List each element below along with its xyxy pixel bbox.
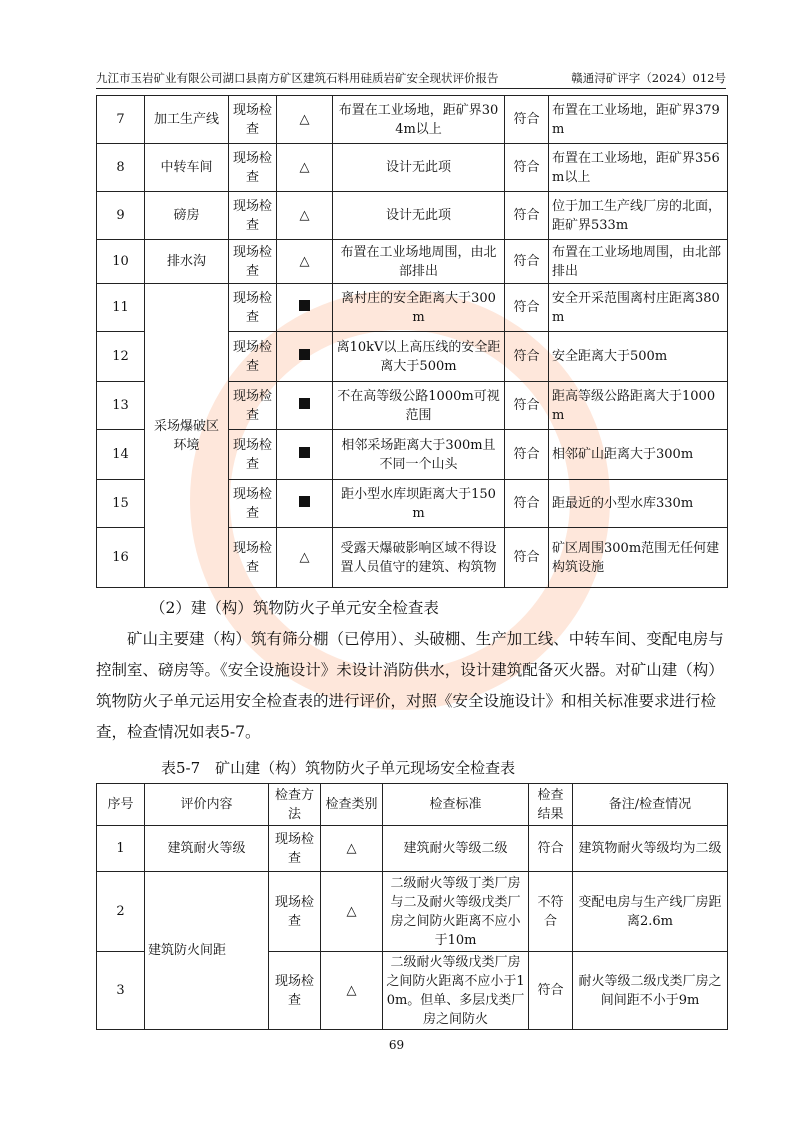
check-method: 现场检查 bbox=[229, 240, 277, 284]
row-number: 14 bbox=[97, 430, 145, 480]
check-result: 符合 bbox=[505, 284, 549, 332]
check-category bbox=[277, 382, 333, 430]
check-result: 符合 bbox=[505, 528, 549, 588]
check-category bbox=[277, 284, 333, 332]
check-standard: 离村庄的安全距离大于300m bbox=[333, 284, 505, 332]
column-header: 序号 bbox=[97, 784, 145, 826]
column-header: 检查方法 bbox=[269, 784, 321, 826]
check-result: 不符合 bbox=[529, 872, 573, 952]
filled-square-icon bbox=[299, 300, 310, 311]
check-result: 符合 bbox=[505, 332, 549, 382]
row-number: 7 bbox=[97, 96, 145, 144]
check-note: 建筑物耐火等级均为二级 bbox=[573, 826, 728, 872]
check-result: 符合 bbox=[505, 192, 549, 240]
filled-square-icon bbox=[299, 496, 310, 507]
check-result: 符合 bbox=[505, 96, 549, 144]
check-method: 现场检查 bbox=[229, 430, 277, 480]
check-category: △ bbox=[321, 952, 383, 1030]
row-number: 13 bbox=[97, 382, 145, 430]
check-note: 耐火等级二级戊类厂房之间间距不小于9m bbox=[573, 952, 728, 1030]
evaluation-item: 磅房 bbox=[145, 192, 229, 240]
check-category: △ bbox=[277, 528, 333, 588]
row-number: 3 bbox=[97, 952, 145, 1030]
check-note: 安全开采范围离村庄距离380m bbox=[549, 284, 728, 332]
evaluation-item-merged: 采场爆破区环境 bbox=[145, 284, 229, 588]
check-method: 现场检查 bbox=[269, 826, 321, 872]
check-note: 布置在工业场地，距矿界379m bbox=[549, 96, 728, 144]
row-number: 16 bbox=[97, 528, 145, 588]
page-header bbox=[96, 66, 726, 89]
column-header: 检查结果 bbox=[529, 784, 573, 826]
check-category: △ bbox=[277, 96, 333, 144]
row-number: 1 bbox=[97, 826, 145, 872]
column-header: 检查类别 bbox=[321, 784, 383, 826]
table-row bbox=[97, 240, 728, 284]
check-category bbox=[277, 480, 333, 528]
table-row bbox=[97, 144, 728, 192]
check-category: △ bbox=[277, 240, 333, 284]
check-standard: 布置在工业场地周围，由北部排出 bbox=[333, 240, 505, 284]
check-standard: 不在高等级公路1000m可视范围 bbox=[333, 382, 505, 430]
row-number: 10 bbox=[97, 240, 145, 284]
check-category: △ bbox=[277, 192, 333, 240]
check-method: 现场检查 bbox=[229, 284, 277, 332]
check-method: 现场检查 bbox=[269, 952, 321, 1030]
column-header: 检查标准 bbox=[383, 784, 529, 826]
evaluation-item-merged: 建筑防火间距 bbox=[145, 872, 269, 1030]
evaluation-item: 建筑耐火等级 bbox=[145, 826, 269, 872]
check-method: 现场检查 bbox=[229, 480, 277, 528]
check-note: 安全距离大于500m bbox=[549, 332, 728, 382]
table-row bbox=[97, 284, 728, 332]
check-note: 距高等级公路距离大于1000m bbox=[549, 382, 728, 430]
column-header: 评价内容 bbox=[145, 784, 269, 826]
filled-square-icon bbox=[299, 349, 310, 360]
check-method: 现场检查 bbox=[229, 144, 277, 192]
check-result: 符合 bbox=[505, 480, 549, 528]
check-result: 符合 bbox=[505, 382, 549, 430]
check-note: 布置在工业场地，距矿界356m以上 bbox=[549, 144, 728, 192]
row-number: 12 bbox=[97, 332, 145, 382]
column-header: 备注/检查情况 bbox=[573, 784, 728, 826]
check-note: 布置在工业场地周围，由北部排出 bbox=[549, 240, 728, 284]
check-result: 符合 bbox=[505, 430, 549, 480]
check-standard: 相邻采场距离大于300m且不同一个山头 bbox=[333, 430, 505, 480]
table-row bbox=[97, 826, 728, 872]
check-note: 相邻矿山距离大于300m bbox=[549, 430, 728, 480]
check-category: △ bbox=[321, 872, 383, 952]
page-number: 69 bbox=[388, 1038, 405, 1052]
table-header-row bbox=[97, 784, 728, 826]
row-number: 11 bbox=[97, 284, 145, 332]
filled-square-icon bbox=[299, 447, 310, 458]
section-subtitle: （2）建（构）筑物防火子单元安全检查表 bbox=[150, 599, 439, 617]
check-standard: 距小型水库坝距离大于150m bbox=[333, 480, 505, 528]
check-result: 符合 bbox=[529, 826, 573, 872]
fire-prevention-check-table bbox=[96, 783, 728, 1030]
check-standard: 建筑耐火等级二级 bbox=[383, 826, 529, 872]
evaluation-item: 排水沟 bbox=[145, 240, 229, 284]
check-result: 符合 bbox=[505, 240, 549, 284]
check-category: △ bbox=[277, 144, 333, 192]
check-method: 现场检查 bbox=[229, 382, 277, 430]
table-caption: 表5-7 矿山建（构）筑物防火子单元现场安全检查表 bbox=[161, 759, 516, 777]
check-note: 距最近的小型水库330m bbox=[549, 480, 728, 528]
body-paragraph: 矿山主要建（构）筑有筛分棚（已停用）、头破棚、生产加工线、中转车间、变配电房与控制室、磅房等。《安全设施设计》未设计消防供水，设计建筑配备灭火器。对矿山建（构）筑物防火子单元运用安全检查表的进行评价，对照《安全设施设计》和相关标准要求进行检查，检查情况如表5-7。 bbox=[96, 630, 724, 741]
check-method: 现场检查 bbox=[229, 192, 277, 240]
table-row bbox=[97, 872, 728, 952]
header-report-code: 赣通浔矿评字（2024）012号 bbox=[571, 71, 726, 85]
table-row bbox=[97, 192, 728, 240]
check-standard: 离10kV以上高压线的安全距离大于500m bbox=[333, 332, 505, 382]
header-report-title: 九江市玉岩矿业有限公司湖口县南方矿区建筑石料用硅质岩矿安全现状评价报告 bbox=[96, 71, 499, 85]
check-category bbox=[277, 332, 333, 382]
check-method: 现场检查 bbox=[269, 872, 321, 952]
evaluation-item: 中转车间 bbox=[145, 144, 229, 192]
check-standard: 受露天爆破影响区域不得设置人员值守的建筑、构筑物 bbox=[333, 528, 505, 588]
check-result: 符合 bbox=[529, 952, 573, 1030]
row-number: 15 bbox=[97, 480, 145, 528]
check-method: 现场检查 bbox=[229, 528, 277, 588]
check-category bbox=[277, 430, 333, 480]
check-standard: 设计无此项 bbox=[333, 192, 505, 240]
check-standard: 设计无此项 bbox=[333, 144, 505, 192]
check-note: 变配电房与生产线厂房距离2.6m bbox=[573, 872, 728, 952]
check-note: 位于加工生产线厂房的北面，距矿界533m bbox=[549, 192, 728, 240]
blasting-environment-check-table bbox=[96, 95, 728, 588]
check-result: 符合 bbox=[505, 144, 549, 192]
check-note: 矿区周围300m范围无任何建构筑设施 bbox=[549, 528, 728, 588]
check-standard: 二级耐火等级戊类厂房之间防火距离不应小于10m。但单、多层戊类厂房之间防火 bbox=[383, 952, 529, 1030]
evaluation-item: 加工生产线 bbox=[145, 96, 229, 144]
row-number: 8 bbox=[97, 144, 145, 192]
row-number: 9 bbox=[97, 192, 145, 240]
table-row bbox=[97, 96, 728, 144]
row-number: 2 bbox=[97, 872, 145, 952]
check-method: 现场检查 bbox=[229, 96, 277, 144]
filled-square-icon bbox=[299, 398, 310, 409]
check-standard: 二级耐火等级丁类厂房与二及耐火等级戊类厂房之间防火距离不应小于10m bbox=[383, 872, 529, 952]
check-standard: 布置在工业场地，距矿界304m以上 bbox=[333, 96, 505, 144]
check-category: △ bbox=[321, 826, 383, 872]
check-method: 现场检查 bbox=[229, 332, 277, 382]
